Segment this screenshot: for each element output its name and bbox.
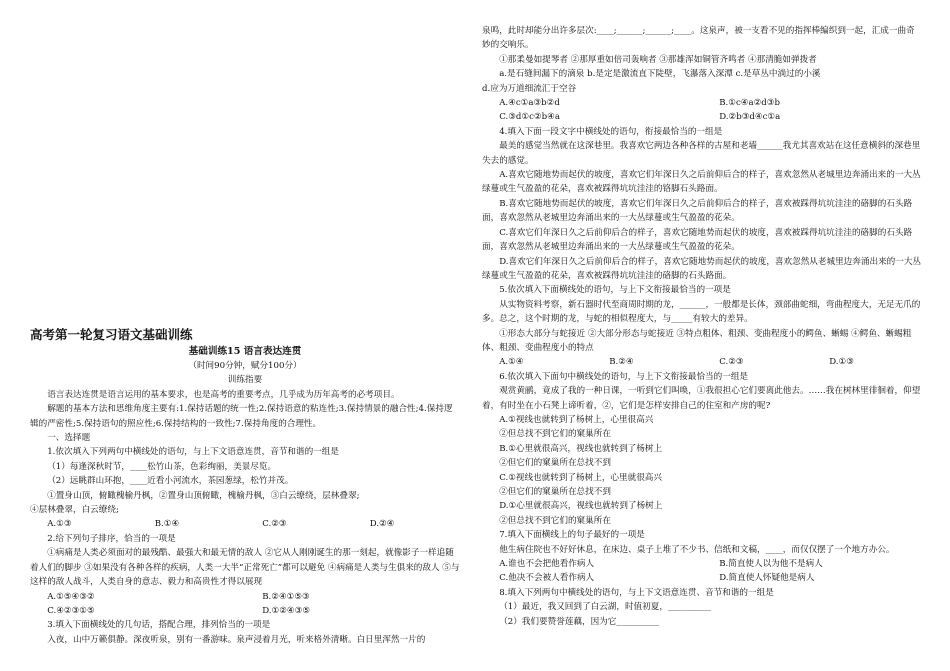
question-6-option-c-1[interactable]: C.①视线也就转到了杨树上，心里就很高兴: [499, 472, 662, 483]
question-5-text: 从实物资料考察，新石器时代至商周时期的龙，______，一般都是长体，颈部曲蛇细，弯曲程度大，无足无爪的多。总之，这个时期的龙，与蛇的相似程度大，与_____有较大的差异。: [482, 299, 921, 325]
question-8-line-2: （2）我们要赞誉莲藕，因为它__________: [499, 616, 660, 627]
question-4-option-a[interactable]: A.喜欢它随地势而起伏的坡度，喜欢它们年深日久之后前仰后合的样子，喜欢忽然从老城里边奔涌出来的一大丛绿蔓或生气盈盈的花朵，喜欢被踩得坑坑洼洼的铬脚石头路面。: [482, 170, 921, 195]
question-3-sources: a.是石缝间漏下的滴泉 b.是定是激流直下陡壁，飞瀑落入深潭 c.是草丛中淌过的小溪: [499, 69, 821, 80]
option-d[interactable]: D.①③: [829, 357, 854, 368]
question-4-text: 最美的感觉当然就在这深巷里。我喜欢它两边各种各样的古屋和老墙______我尤其喜欢站在这任意横斜的深巷里失去的感觉。: [482, 141, 921, 166]
question-8-stem: 8.填入下列两句中横线处的语句，与上下文语意连贯、音节和谐的一组是: [499, 587, 774, 598]
option-c[interactable]: C.③d①c②b④a: [499, 112, 560, 123]
question-1-stem: 1.依次填入下列两句中横线处的语句，与上下文语意连贯，音节和谐的一组是: [47, 447, 339, 458]
question-6-text: 观赏黄鹂，竟成了我的一种日课，一听到它们叫唤，①我很担心它们要离此他去。……我在树林里徘徊着，仰望着，有时坐在小石凳上谛听着，②，它们是怎样安排自己的住室和产房的呢?: [482, 386, 921, 411]
question-4-option-c[interactable]: C.喜欢它们年深日久之后前仰后合的样子，喜欢它随地势而起伏的坡度，喜欢被踩得坑坑洼洼的硌脚的石头路面，喜欢忽然从老城里边奔涌出来的一大丛绿蔓或生气盈盈的花朵。: [482, 227, 913, 253]
option-a[interactable]: A.①⑤④③②: [47, 591, 95, 602]
question-1-options: [30, 517, 460, 531]
question-1-line-2: （2）远眺群山环抱，____近看小河流水，茶园葱绿，松竹并茂。: [47, 476, 294, 487]
option-b[interactable]: B.②④①⑤③: [262, 591, 310, 602]
option-d[interactable]: D.简直使人怀疑他是病人: [719, 573, 815, 584]
question-4-option-b[interactable]: B.喜欢它随地势而起伏的坡度，喜欢它们年深日久之后前仰后合的样子，喜欢被踩得坑坑洼洼的硌脚的石头路面，喜欢忽然从老城里边奔涌出来的一大丛绿蔓或生气盈盈的花朵。: [482, 198, 913, 224]
guide-paragraph-1: 语言表达连贯是语言运用的基本要求，也是高考的重要考点，几乎成为历年高考的必考项目。: [47, 389, 400, 400]
question-3-items: ①那柔曼如提琴者 ②那厚重如倍司轰响者 ③那雄浑如铜管齐鸣者 ④那清脆如弹拨者: [499, 54, 817, 65]
document-title: 高考第一轮复习语文基础训练: [30, 327, 193, 342]
question-7-text: 他生病住院也不好好休息，在床边、桌子上堆了不少书、信纸和文稿，____，而仅仅摆了一个地方办公。: [499, 544, 895, 555]
question-3-options-ab: [482, 96, 922, 110]
question-5-options: [482, 355, 922, 369]
question-3-passage: 入夜，山中万籁俱静。深夜听泉，别有一番游味。泉声浸着月光，听来格外清晰。白日里浑然一片的: [47, 634, 426, 645]
question-6-option-d-1[interactable]: D.①心里就很高兴，视线也就转到了杨树上: [499, 501, 663, 512]
question-8-line-1: （1）最近，我又回到了白云湖，时值初夏，__________: [499, 602, 711, 613]
option-c[interactable]: C.②③: [719, 357, 744, 368]
question-6-option-c-2: ②但它们的窠巢所在总找不到: [499, 487, 611, 497]
option-a[interactable]: A.①③: [47, 519, 72, 530]
question-6-option-a-2: ②但总找不到它们的窠巢所在: [499, 429, 611, 440]
option-a[interactable]: A.谁也不会把他看作病人: [499, 559, 595, 570]
question-5-stem: 5.依次填入下面横线处的语句，与上下文衔接最恰当的一项是: [499, 285, 731, 296]
question-1-line-3: ①置身山顶，俯瞰槐榆丹枫，②置身山顶俯瞰，槐榆丹枫，③白云缭绕，层林叠翠;: [47, 490, 360, 501]
question-1-line-4: ④层林叠翠，白云缭绕;: [30, 505, 119, 516]
lesson-subtitle: 基础训练15 语言表达连贯: [188, 346, 302, 357]
question-6-option-b-1[interactable]: B.①心里就很高兴，视线也就转到了杨树上: [499, 443, 663, 454]
option-a[interactable]: A.①④: [499, 357, 524, 368]
question-7-stem: 7.填入下面横线上的句子最好的一项是: [499, 530, 645, 541]
time-score-note: （时间90分钟，赋分100分）: [188, 361, 302, 371]
option-c[interactable]: C.④②③①⑤: [47, 605, 95, 616]
option-d[interactable]: D.②b③d④c①a: [719, 112, 781, 123]
option-a[interactable]: A.④c①a③b②d: [499, 98, 560, 109]
question-4-option-d[interactable]: D.喜欢它们年深日久之后前仰后合的样子，喜欢它随地势而起伏的坡度，喜欢忽然从老城里边奔涌出来的一大丛绿蔓或生气盈盈的花朵，喜欢被踩得坑坑洼洼的硌脚的石头路面。: [482, 256, 922, 281]
question-1-line-1: （1）每逢深秋时节，____松竹山茶，色彩绚丽，美景尽览。: [47, 461, 277, 472]
question-2-options-cd: [30, 604, 460, 618]
question-3-sources-d: d.应为万道细流汇于空谷: [482, 83, 577, 94]
question-2-options-ab: [30, 590, 460, 604]
option-d[interactable]: D.①②④③⑤: [262, 605, 311, 616]
left-column: [30, 326, 460, 647]
question-2-sentences: ①病痛是人类必须面对的最残酷、最强大和最无情的敌人 ②它从人刚刚诞生的那一刻起，就像影子一样追随着人们的脚步 ③如果没有各种各样的疾病，人类一大半“正常死亡”都可以避免 ④病痛是人类与生俱来的敌人 ⑤与这样的敌人战斗，人类自身的意志、毅力和高贵性才得以展现: [30, 548, 460, 588]
question-4-stem: 4.填入下面一段文字中横线处的语句，衔接最恰当的一组是: [499, 126, 723, 137]
option-b[interactable]: B.①c④a②d③b: [719, 98, 780, 109]
option-b[interactable]: B.②④: [609, 357, 634, 368]
option-b[interactable]: B.①④: [154, 519, 180, 530]
question-6-option-b-2: ②但它们的窠巢所在总找不到: [499, 458, 611, 469]
option-c[interactable]: C.②③: [262, 519, 287, 530]
right-column: [482, 24, 922, 629]
question-5-items: ①形态大部分与蛇接近 ②大部分形态与蛇接近 ③特点粗体、粗颈、变曲程度小的鳄鱼、蜥蜴 ④鳄鱼、蜥蜴粗体、粗颈、变曲程度小的特点: [482, 328, 912, 353]
question-3-options-cd: [482, 110, 922, 124]
question-6-stem: 6.依次填入下面句中横线处的语句，与上下文衔接最恰当的一组是: [499, 371, 749, 382]
question-3-passage-cont: 泉鸣，此时却能分出许多层次:____;______;______;____。这泉声，被一支看不见的指挥棒编织到一起，汇成一曲奇妙的交响乐。: [482, 26, 915, 51]
option-d[interactable]: D.②④: [369, 519, 395, 530]
question-2-stem: 2.给下列句子排序，恰当的一项是: [47, 533, 176, 544]
question-7-options-cd: [482, 571, 922, 585]
question-6-option-d-2: ②但总找不到它们的窠巢所在: [499, 515, 611, 526]
question-7-options-ab: [482, 557, 922, 571]
option-b[interactable]: B.简直使人以为他不是病人: [719, 559, 823, 570]
question-3-stem: 3.填入下面横线处的几句话，搭配合理，排列恰当的一项是: [47, 620, 271, 631]
guide-heading: 训练指要: [227, 375, 263, 386]
option-c[interactable]: C.他决不会被人看作病人: [499, 573, 595, 584]
question-6-option-a-1[interactable]: A.①视线也就转到了杨树上，心里很高兴: [499, 414, 654, 425]
guide-paragraph-2: 解题的基本方法和思维角度主要有:1.保持话题的统一性;2.保持语意的粘连性;3.保持情景的融合性;4.保持逻辑的严密性;5.保持语句的照应性;6.保持结构的一致性;7.保持角度的合理性。: [30, 404, 453, 429]
section-heading: 一、选择题: [47, 433, 91, 444]
